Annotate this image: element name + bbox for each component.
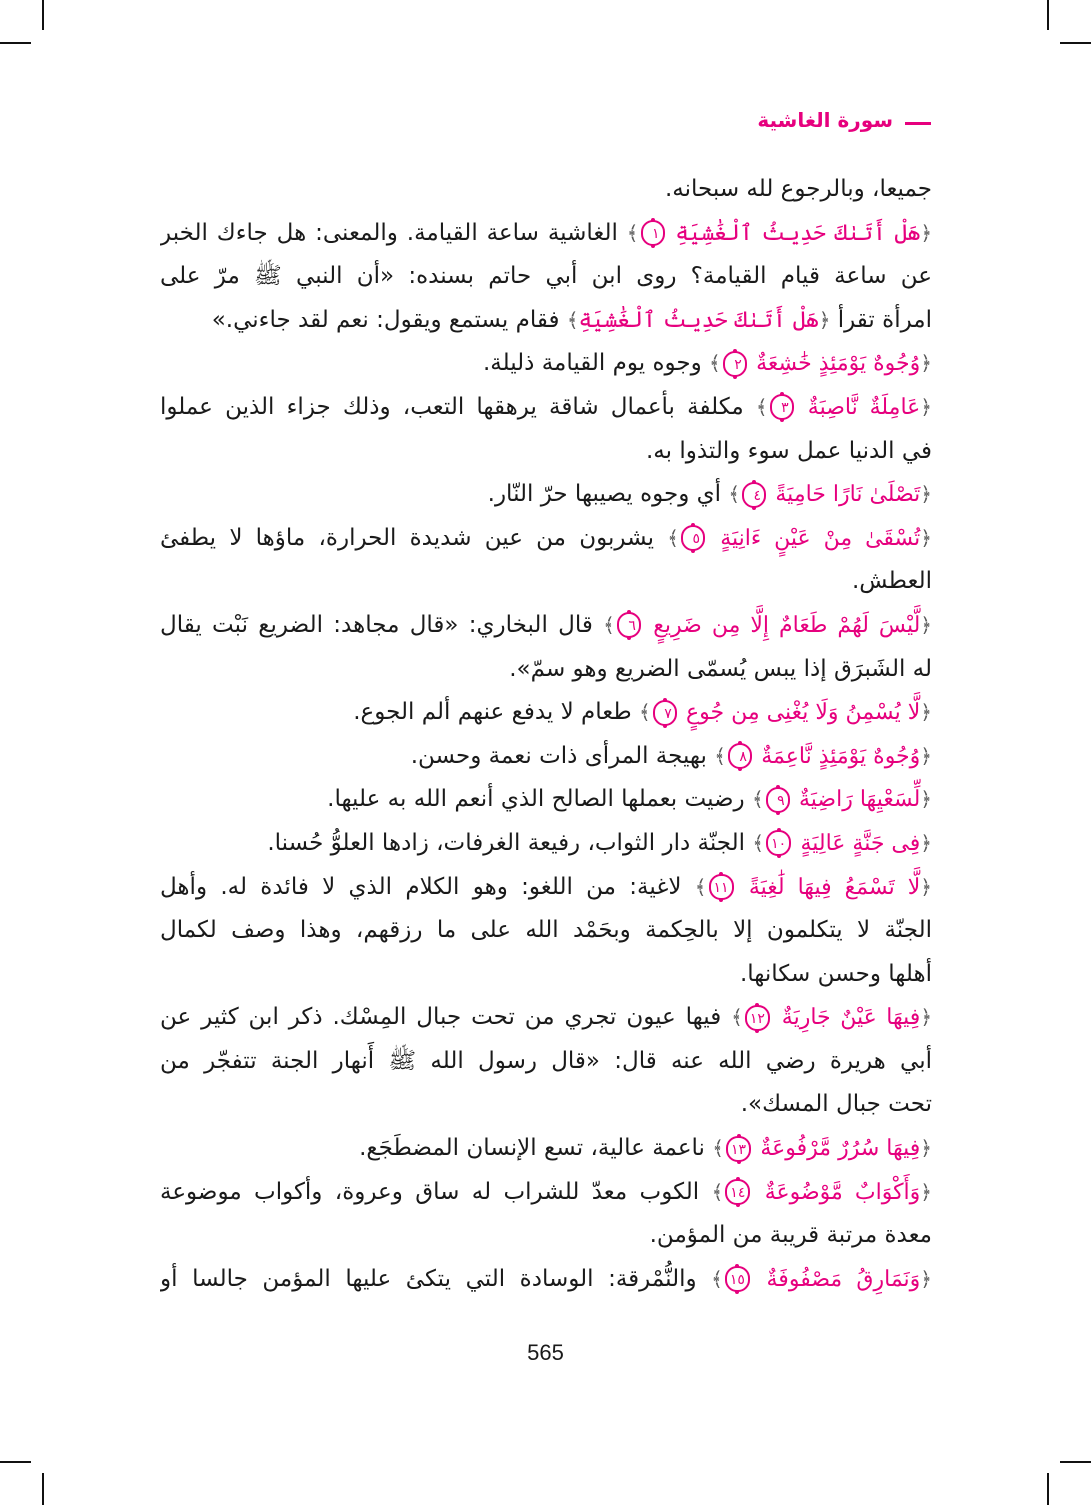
text-line: [160, 342, 932, 386]
commentary-text: العطش.: [852, 568, 932, 595]
quran-verse: هَلْ أَتَىٰكَ حَدِيثُ ٱلْغَٰشِيَةِ: [675, 220, 921, 246]
commentary-text: جميعا، وبالرجوع لله سبحانه.: [664, 176, 932, 202]
ornate-bracket-open-icon: ﴿: [920, 1266, 932, 1291]
text-line: [160, 604, 932, 648]
text-line: [160, 255, 932, 299]
ayah-number-marker: ١٢: [745, 1005, 770, 1031]
quran-verse: وَأَكْوَابٌ مَّوْضُوعَةٌ: [764, 1179, 921, 1205]
text-line: [160, 778, 932, 822]
ornate-bracket-close-icon: ﴾: [711, 1266, 723, 1291]
text-line: [160, 953, 932, 997]
quran-verse: فِيهَا سُرُرٌ مَّرْفُوعَةٌ: [760, 1136, 921, 1162]
commentary-text: الجنّة لا يتكلمون إلا بالحِكمة وبحَمْد الله على ما رزقهم، وهذا وصف لكمال: [160, 917, 932, 944]
commentary-text: وجوه يوم القيامة ذليلة.: [482, 350, 702, 377]
ornate-bracket-open-icon: ﴿: [920, 700, 932, 725]
ornate-bracket-close-icon: ﴾: [603, 612, 615, 637]
text-line: [160, 1171, 932, 1215]
commentary-text: ناعمة عالية، تسع الإنسان المضطَجَع.: [359, 1135, 705, 1162]
ornate-bracket-open-icon: ﴿: [920, 1005, 932, 1030]
quran-verse: فِى جَنَّةٍ عَالِيَةٍ: [800, 830, 921, 856]
page-number: 565: [527, 1340, 564, 1365]
text-line: [160, 866, 932, 910]
ornate-bracket-open-icon: ﴿: [818, 307, 831, 332]
quran-verse: لَّيْسَ لَهُمْ طَعَامٌ إِلَّا مِن ضَرِيعٍ: [653, 612, 921, 638]
ornate-bracket-close-icon: ﴾: [709, 351, 721, 376]
commentary-text: امرأة تقرأ: [837, 306, 932, 333]
ayah-number-marker: ٤: [742, 482, 766, 508]
text-line: [160, 1127, 932, 1171]
surah-title: سورة الغاشية: [757, 108, 893, 132]
text-line: [160, 1083, 932, 1127]
ornate-bracket-open-icon: ﴿: [920, 351, 932, 376]
text-line: [160, 1040, 932, 1084]
text-line: [160, 909, 932, 953]
ayah-number-marker: ٩: [766, 787, 790, 813]
quran-verse: لَّا تَسْمَعُ فِيهَا لَٰغِيَةً: [748, 874, 921, 900]
quran-verse: فِيهَا عَيْنٌ جَارِيَةٌ: [781, 1005, 921, 1031]
commentary-text: يشربون من عين شديدة الحرارة، ماؤها لا يطفئ: [160, 524, 655, 551]
ayah-number-marker: ١٠: [766, 830, 791, 856]
commentary-text: تحت جبال المسك».: [740, 1091, 932, 1118]
commentary-text: رضيت بعملها الصالح الذي أنعم الله به عليها.: [327, 786, 745, 813]
quran-verse: وَنَمَارِقُ مَصْفُوفَةٌ: [766, 1266, 921, 1292]
commentary-text: لاغية: من اللغو: وهو الكلام الذي لا فائدة له. وأهل: [160, 873, 682, 900]
commentary-text: مكلفة بأعمال شاقة يرهقها التعب، وذلك جزاء الذين عملوا: [160, 393, 744, 420]
commentary-text: فيها عيون تجري من تحت جبال المِسْك. ذكر ابن كثير عن: [160, 1004, 722, 1031]
text-line: [160, 386, 932, 430]
text-line: [160, 648, 932, 692]
commentary-text: أي وجوه يصيبها حرّ النّار.: [487, 481, 722, 508]
quran-verse: هَلْ أَتَىٰكَ حَدِيثُ ٱلْغَٰشِيَةِ: [578, 307, 819, 333]
commentary-text: أبي هريرة رضي الله عنه قال: «قال رسول الله ﷺ أَنهار الجنة تتفجّر من: [160, 1047, 932, 1074]
quran-verse: وُجُوهٌ يَوْمَئِذٍ خَٰشِعَةٌ: [756, 351, 921, 377]
commentary-text: بهيجة المرأى ذات نعمة وحسن.: [410, 742, 707, 769]
commentary-text: الكوب معدّ للشراب له ساق وعروة، وأكواب موضوعة: [160, 1178, 700, 1205]
crop-mark-bottom-left-horizontal: [0, 1461, 31, 1463]
ayah-number-marker: ٣: [770, 394, 794, 420]
ornate-bracket-open-icon: ﴿: [920, 394, 932, 419]
ornate-bracket-open-icon: ﴿: [920, 1179, 932, 1204]
ornate-bracket-close-icon: ﴾: [755, 394, 768, 419]
ornate-bracket-close-icon: ﴾: [751, 787, 764, 812]
quran-verse: لِّسَعْيِهَا رَاضِيَةٌ: [799, 787, 921, 813]
commentary-text: قال البخاري: «قال مجاهد: الضريع نَبْت يقال: [160, 611, 593, 638]
quran-verse: لَّا يُسْمِنُ وَلَا يُغْنِى مِن جُوعٍ: [686, 700, 921, 726]
crop-mark-bottom-right-vertical: [1047, 1473, 1049, 1505]
ayah-number-marker: ١: [641, 220, 665, 246]
commentary-text: الغاشية ساعة القيامة. والمعنى: هل جاءك الخبر: [160, 219, 618, 246]
ornate-bracket-open-icon: ﴿: [920, 1136, 932, 1161]
ayah-number-marker: ٧: [653, 700, 677, 726]
text-line: [160, 1258, 932, 1302]
text-line: [160, 560, 932, 604]
text-line: [160, 735, 932, 779]
ayah-number-marker: ١١: [709, 874, 734, 900]
text-line: [160, 473, 932, 517]
ayah-number-marker: ١٣: [726, 1136, 751, 1162]
crop-mark-top-left-horizontal: [0, 42, 31, 44]
commentary-text: معدة مرتبة قريبة من المؤمن.: [649, 1222, 932, 1249]
ornate-bracket-close-icon: ﴾: [639, 700, 651, 725]
commentary-text: له الشَبرَق إذا يبس يُسمّى الضريع وهو سمّ».: [509, 655, 932, 682]
ornate-bracket-close-icon: ﴾: [714, 743, 726, 768]
ayah-number-marker: ٢: [723, 351, 747, 377]
ayah-number-marker: ١٤: [725, 1179, 750, 1205]
text-line: [160, 299, 932, 343]
page-body: [160, 168, 932, 1301]
ayah-number-marker: ١٥: [725, 1266, 750, 1292]
ayah-number-marker: ٨: [728, 743, 752, 769]
text-line: [160, 996, 932, 1040]
ornate-bracket-open-icon: ﴿: [920, 612, 932, 637]
crop-mark-bottom-left-vertical: [42, 1473, 44, 1505]
ornate-bracket-open-icon: ﴿: [920, 787, 932, 812]
crop-mark-top-right-vertical: [1047, 0, 1049, 30]
ornate-bracket-open-icon: ﴿: [920, 743, 932, 768]
ornate-bracket-open-icon: ﴿: [920, 830, 932, 855]
text-line: [160, 430, 932, 474]
ayah-number-marker: ٥: [681, 525, 705, 551]
ornate-bracket-close-icon: ﴾: [694, 874, 707, 899]
commentary-text: أهلها وحسن سكانها.: [739, 960, 932, 987]
crop-mark-top-left-vertical: [42, 0, 44, 30]
text-line: [160, 212, 932, 256]
header-rule: [905, 122, 931, 125]
commentary-text: والنُّمْرقة: الوسادة التي يتكئ عليها المؤمن جالسا أو: [160, 1265, 697, 1292]
commentary-text: طعام لا يدفع عنهم ألم الجوع.: [353, 699, 632, 726]
ornate-bracket-close-icon: ﴾: [731, 1005, 743, 1030]
ayah-number-marker: ٦: [617, 612, 641, 638]
ornate-bracket-close-icon: ﴾: [728, 482, 741, 507]
ornate-bracket-open-icon: ﴿: [920, 482, 932, 507]
ornate-bracket-close-icon: ﴾: [667, 525, 679, 550]
quran-verse: تُسْقَىٰ مِنْ عَيْنٍ ءَانِيَةٍ: [720, 525, 921, 551]
ornate-bracket-close-icon: ﴾: [626, 220, 639, 245]
text-line: [160, 1214, 932, 1258]
commentary-text: في الدنيا عمل سوء والتذوا به.: [645, 437, 932, 464]
crop-mark-bottom-right-horizontal: [1060, 1461, 1091, 1463]
text-line: [160, 691, 932, 735]
ornate-bracket-open-icon: ﴿: [920, 874, 932, 899]
text-line: [160, 822, 932, 866]
crop-mark-top-right-horizontal: [1060, 42, 1091, 44]
ornate-bracket-open-icon: ﴿: [920, 220, 932, 245]
ornate-bracket-close-icon: ﴾: [712, 1136, 724, 1161]
text-line: [160, 168, 932, 212]
ornate-bracket-open-icon: ﴿: [920, 525, 932, 550]
quran-verse: تَصْلَىٰ نَارًا حَامِيَةً: [775, 482, 921, 508]
ornate-bracket-close-icon: ﴾: [566, 307, 579, 332]
commentary-text: الجنّة دار الثواب، رفيعة الغرفات، زادها العلوُّ حُسنا.: [267, 829, 746, 856]
quran-verse: وُجُوهٌ يَوْمَئِذٍ نَّاعِمَةٌ: [761, 743, 921, 769]
quran-verse: عَامِلَةٌ نَّاصِبَةٌ: [807, 394, 921, 420]
running-head: [757, 108, 931, 132]
ornate-bracket-close-icon: ﴾: [711, 1179, 724, 1204]
commentary-text: عن ساعة قيام القيامة؟ روى ابن أبي حاتم بسنده: «أن النبي ﷺ مرّ على: [160, 263, 932, 290]
text-line: [160, 517, 932, 561]
commentary-text: فقام يستمع ويقول: نعم لقد جاءني.»: [211, 306, 560, 333]
ornate-bracket-close-icon: ﴾: [752, 830, 765, 855]
